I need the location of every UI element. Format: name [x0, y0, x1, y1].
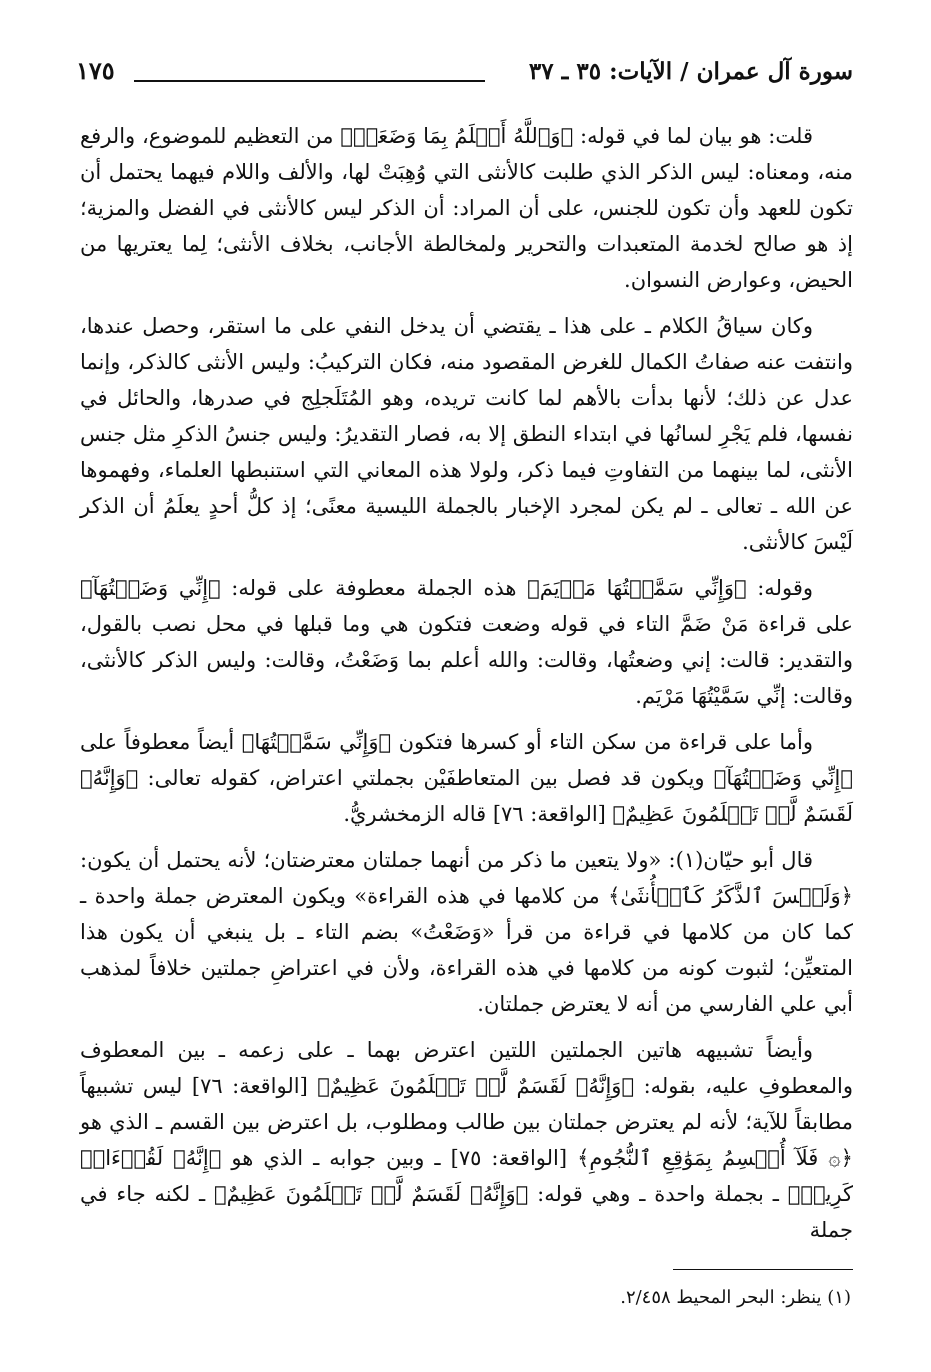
page-number: ١٧٥ [76, 56, 115, 85]
paragraph: وكان سياقُ الكلام ـ على هذا ـ يقتضي أن يدخل النفي على ما استقر، وحصل عندها، وانتفت عنه صفاتُ الكمال للغرض المقصود منه، فكان التركيبُ: وليس الأنثى كالذكر، وإنما عدل عن ذلك؛ لأنها بدأت بالأهم لما كانت تريده، وهو المُتَلَجلِج في صدرها، والحائل في نفسها، فلم يَجْرِ لسانُها في ابتداء النطق إلا به، فصار التقديرُ: وليس جنسُ الذكرِ مثل جنس الأنثى، لما بينهما من التفاوتِ فيما ذكر، ولولا هذه المعاني التي استنبطها العلماء، وفهموها عن الله ـ تعالى ـ لم يكن لمجرد الإخبار بالجملة الليسية معنًى؛ إذ كلُّ أحدٍ يعلَمُ أن الذكر لَيْسَ كالأنثى. [80, 314, 853, 554]
paragraph: وأيضاً تشبيهه هاتين الجملتين اللتين اعترض بهما ـ على زعمه ـ بين المعطوف والمعطوفِ عليه، بقوله: ﴿وَإِنَّهُۥ لَقَسَمٌ لَّوۡ تَعۡلَمُونَ عَظِيمٌ﴾ [الواقعة: ٧٦] ليس تشبيهاً مطابقاً للآية؛ لأنه لم يعترض جملتان بين طالب ومطلوب، بل اعترض بين القسم ـ الذي هو ﴿۞ فَلَآ أُقۡسِمُ بِمَوَٰقِعِ ٱلنُّجُومِ﴾ [الواقعة: ٧٥] ـ وبين جوابه ـ الذي هو ﴿إِنَّهُۥ لَقُرۡءَانٞ كَرِيمٞ﴾ ـ بجملة واحدة ـ وهي قوله: ﴿وَإِنَّهُۥ لَقَسَمٌ لَّوۡ تَعۡلَمُونَ عَظِيمٌ﴾ ـ لكنه جاء في جملة [80, 1038, 853, 1242]
paragraph: وأما على قراءة من سكن التاء أو كسرها فتكون ﴿وَإِنِّي سَمَّيۡتُهَا﴾ أيضاً معطوفاً على ﴿إِنِّي وَضَعۡتُهَآ﴾ ويكون قد فصل بين المتعاطفَيْن بجملتي اعتراض، كقوله تعالى: ﴿وَإِنَّهُۥ لَقَسَمٌ لَّوۡ تَعۡلَمُونَ عَظِيمٌ﴾ [الواقعة: ٧٦] قاله الزمخشريُّ. [80, 730, 853, 826]
paragraph: قلت: هو بيان لما في قوله: ﴿وَٱللَّهُ أَعۡلَمُ بِمَا وَضَعَتۡ﴾ من التعظيم للموضوع، والرفع منه، ومعناه: ليس الذكر الذي طلبت كالأنثى التي وُهِبَتْ لها، والألف واللام فيهما يحتمل أن تكون للعهد وأن تكون للجنس، على أن المراد: أن الذكر ليس كالأنثى في الفضل والمزية؛ إذ هو صالح لخدمة المتعبدات والتحرير ولمخالطة الأجانب، بخلاف الأنثى؛ لِما يعتريها من الحيض، وعوارض النسوان. [80, 124, 853, 292]
page-header [76, 56, 853, 94]
footnote-divider [673, 1269, 853, 1270]
paragraph: قال أبو حيّان(١): «ولا يتعين ما ذكر من أنهما جملتان معترضتان؛ لأنه يحتمل أن يكون: ﴿وَلَيۡسَ ٱلذَّكَرُ كَٱلۡأُنثَىٰ﴾ من كلامها في هذه القراءة» ويكون المعترض جملة واحدة ـ كما كان من كلامها في قراءة من قرأ «وَضَعْتُ» بضم التاء ـ بل ينبغي أن يكون هذا المتعيِّن؛ لثبوت كونه من كلامها في هذه القراءة، ولأن في اعتراضِ جملتين خلافاً لمذهب أبي علي الفارسي من أنه لا يعترض جملتان. [80, 848, 853, 1016]
page-body [80, 118, 853, 1258]
surah-title: سورة آل عمران / الآيات: ٣٥ ـ ٣٧ [528, 58, 853, 85]
header-rule [134, 80, 485, 82]
footnote: (١) ينظر: البحر المحيط ٢/٤٥٨. [620, 1287, 851, 1308]
paragraph: وقوله: ﴿وَإِنِّي سَمَّيۡتُهَا مَرۡيَمَ﴾ هذه الجملة معطوفة على قوله: ﴿إِنِّي وَضَعۡتُهَآ﴾ على قراءة مَنْ ضَمَّ التاء في قوله وضعت فتكون هي وما قبلها في محل نصب بالقول، والتقدير: قالت: إني وضعتُها، وقالت: والله أعلم بما وَضَعْتُ، وقالت: وليس الذكر كالأنثى، وقالت: إنِّي سَمَّيْتُهَا مَرْيَم. [80, 576, 853, 708]
